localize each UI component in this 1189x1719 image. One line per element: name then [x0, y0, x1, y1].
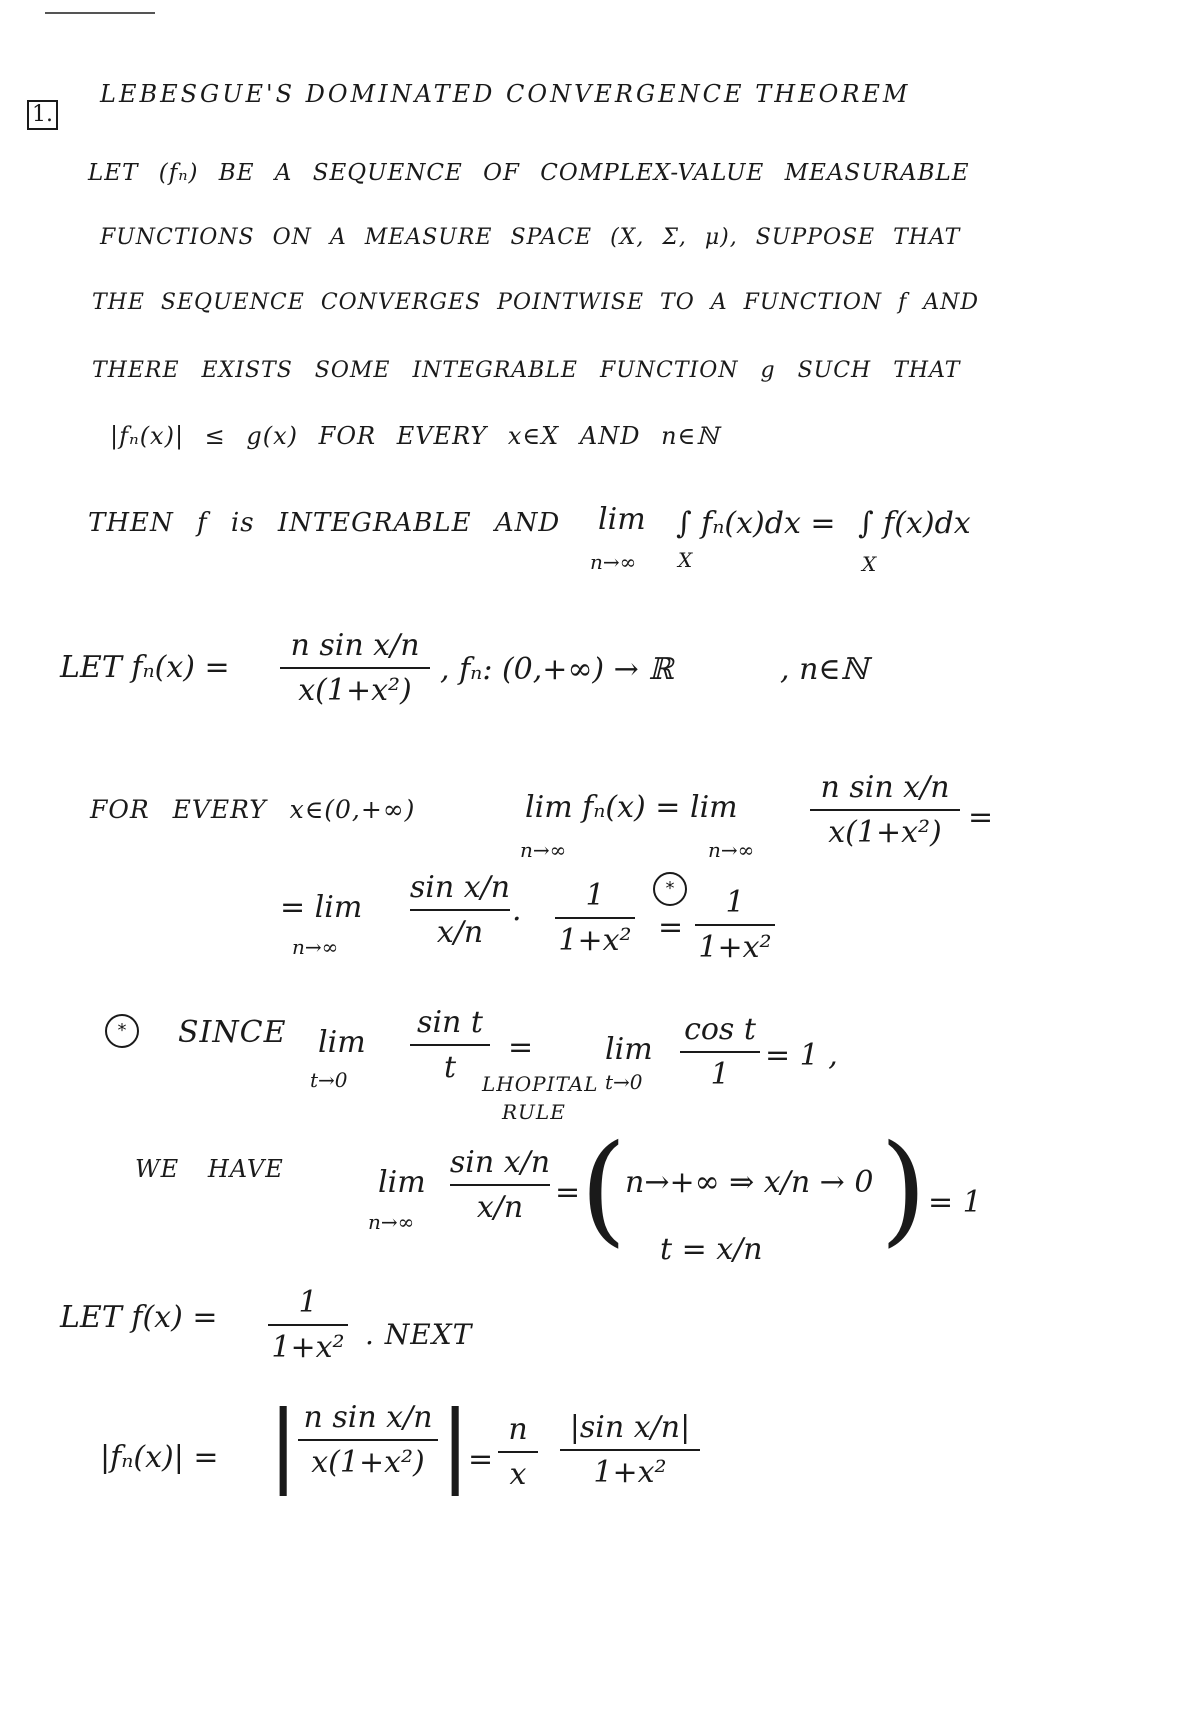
since-frac	[410, 1005, 490, 1085]
fraction-bar	[810, 809, 960, 811]
conclusion-rhs-sub: X	[862, 552, 877, 576]
limit-sub-1: n→∞	[520, 838, 567, 862]
since-lim-sub: t→0	[310, 1068, 348, 1092]
fraction-bar	[410, 909, 510, 911]
bound-abs-num: n sin x/n	[303, 1400, 433, 1435]
theorem-line-3: THE SEQUENCE CONVERGES POINTWISE TO A FUNCTION f AND	[92, 290, 980, 315]
we-have-frac-den: x/n	[476, 1190, 524, 1225]
bound-eq: =	[468, 1442, 494, 1477]
limit2-frac-1	[410, 870, 510, 950]
left-paren: (	[580, 1120, 627, 1259]
limit-lim-fn: lim fₙ(x) = lim	[525, 790, 738, 825]
since-frac-2	[680, 1012, 760, 1092]
since-lim-2: lim	[605, 1032, 653, 1067]
limit-denominator: x(1+x²)	[828, 815, 942, 850]
since-frac2-den: 1	[710, 1057, 730, 1092]
problem-number: 1.	[32, 102, 53, 127]
fraction-bar	[450, 1184, 550, 1186]
bound-lhs: |fₙ(x)| =	[100, 1440, 219, 1475]
limit2-frac1-num: sin x/n	[409, 870, 511, 905]
limit2-frac-3	[695, 885, 775, 965]
def-fn-denominator: x(1+x²)	[298, 673, 412, 708]
rule-bottom: RULE	[502, 1100, 566, 1124]
def-fn-index: , n∈ℕ	[780, 652, 869, 687]
limit-equals: =	[968, 800, 994, 835]
abs-right-bar: |	[440, 1392, 471, 1497]
since-eq: =	[508, 1030, 534, 1065]
since-lim: lim	[318, 1025, 366, 1060]
limit-numerator: n sin x/n	[820, 770, 950, 805]
theorem-line-2: FUNCTIONS ON A MEASURE SPACE (X, Σ, μ), SUPPOSE THAT	[100, 225, 961, 250]
we-have-text: WE HAVE	[135, 1155, 284, 1183]
since-frac-num: sin t	[417, 1005, 483, 1040]
conclusion-lim: lim	[598, 502, 646, 537]
since-frac2-num: cos t	[684, 1012, 756, 1047]
rule-top: LHOPITAL	[482, 1072, 599, 1096]
def-fn-domain: , fₙ: (0,+∞) → ℝ	[440, 652, 674, 687]
f-def-lhs: LET f(x) =	[60, 1300, 218, 1335]
f-def-num: 1	[298, 1285, 318, 1320]
f-def-den: 1+x²	[271, 1330, 345, 1365]
bound-frac1-den: x	[509, 1457, 527, 1492]
conclusion-lim-sub: n→∞	[590, 550, 637, 574]
theorem-title: LEBESGUE'S DOMINATED CONVERGENCE THEOREM	[100, 80, 911, 108]
bound-frac2-num: |sin x/n|	[569, 1410, 691, 1445]
limit2-sub: n→∞	[292, 935, 339, 959]
theorem-line-4: THERE EXISTS SOME INTEGRABLE FUNCTION g SUCH THAT	[92, 358, 961, 383]
theorem-line-5: |fₙ(x)| ≤ g(x) FOR EVERY x∈X AND n∈ℕ	[110, 422, 720, 450]
fraction-bar	[695, 924, 775, 926]
abs-left-bar: |	[268, 1392, 299, 1497]
problem-number-box	[27, 100, 58, 130]
star-marker-icon: *	[105, 1014, 139, 1048]
star-marker-icon: *	[653, 872, 687, 906]
fraction-bar	[280, 667, 430, 669]
fraction-bar	[555, 917, 635, 919]
limit2-frac1-den: x/n	[436, 915, 484, 950]
limit2-frac-2	[555, 878, 635, 958]
we-have-frac	[450, 1145, 550, 1225]
top-margin-line	[45, 12, 155, 14]
bound-frac2-den: 1+x²	[593, 1455, 667, 1490]
we-have-lim-sub: n→∞	[368, 1210, 415, 1234]
since-lim2-sub: t→0	[605, 1070, 643, 1094]
f-def-frac	[268, 1285, 348, 1365]
conclusion-lhs: ∫ fₙ(x)dx =	[676, 506, 836, 541]
paren-line-2: t = x/n	[660, 1232, 763, 1267]
we-have-result: = 1	[928, 1185, 982, 1220]
we-have-eq: =	[555, 1175, 581, 1210]
since-word: SINCE	[178, 1015, 287, 1050]
def-fn-numerator: n sin x/n	[290, 628, 420, 663]
bound-frac-2	[560, 1410, 700, 1490]
fraction-bar	[268, 1324, 348, 1326]
bound-frac-1	[498, 1412, 538, 1492]
limit2-frac2-den: 1+x²	[558, 923, 632, 958]
fraction-bar	[680, 1051, 760, 1053]
fraction-bar	[498, 1451, 538, 1453]
conclusion-text: THEN f is INTEGRABLE AND	[88, 508, 561, 538]
we-have-frac-num: sin x/n	[449, 1145, 551, 1180]
fraction-bar	[560, 1449, 700, 1451]
fraction-bar	[298, 1439, 438, 1441]
theorem-line-1: LET (fₙ) BE A SEQUENCE OF COMPLEX-VALUE MEASURABLE	[88, 160, 970, 186]
limit-sub-2: n→∞	[708, 838, 755, 862]
bound-abs-frac	[298, 1400, 438, 1480]
paren-line-1: n→+∞ ⇒ x/n → 0	[625, 1165, 874, 1200]
limit2-dot: ·	[512, 902, 522, 937]
limit2-frac3-den: 1+x²	[698, 930, 772, 965]
since-result: = 1 ,	[765, 1038, 838, 1073]
limit2-frac2-num: 1	[585, 878, 605, 913]
f-def-next: . NEXT	[365, 1318, 473, 1351]
limit-prefix: FOR EVERY x∈(0,+∞)	[90, 795, 416, 824]
fraction-bar	[410, 1044, 490, 1046]
limit2-frac3-num: 1	[725, 885, 745, 920]
limit2-eq-lim: = lim	[280, 890, 363, 925]
conclusion-rhs: ∫ f(x)dx	[858, 506, 971, 541]
limit2-star-eq: =	[658, 910, 684, 945]
def-fn-lhs: LET fₙ(x) =	[60, 650, 230, 685]
conclusion-lhs-sub: X	[678, 548, 693, 572]
we-have-lim: lim	[378, 1165, 426, 1200]
right-paren: )	[880, 1120, 927, 1259]
since-frac-den: t	[443, 1050, 457, 1085]
def-fn-fraction	[280, 628, 430, 708]
bound-abs-den: x(1+x²)	[311, 1445, 425, 1480]
limit-fraction	[810, 770, 960, 850]
bound-frac1-num: n	[508, 1412, 528, 1447]
